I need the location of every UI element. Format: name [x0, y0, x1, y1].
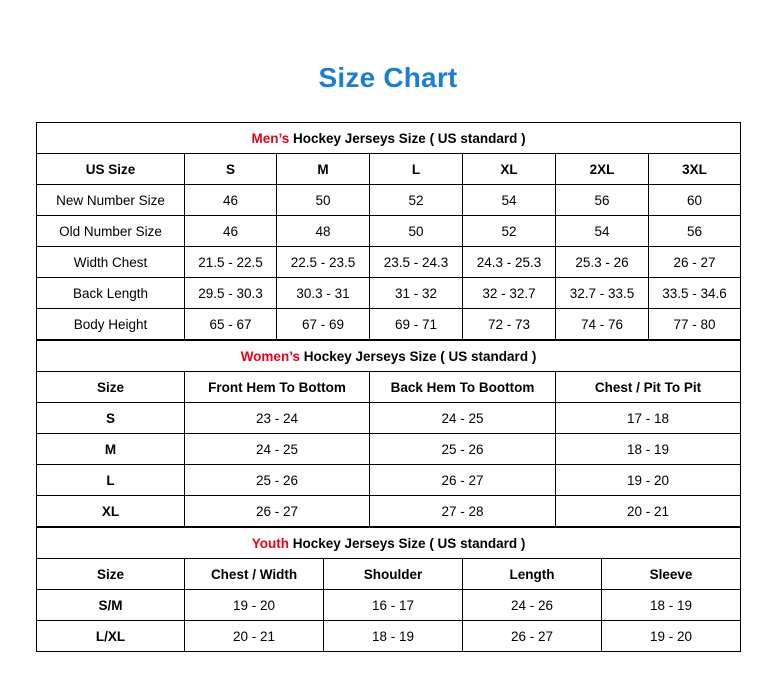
womens-col-0: Size: [37, 372, 185, 403]
table-row: [37, 185, 741, 216]
womens-size-table: [36, 340, 741, 527]
mens-col-2: M: [277, 154, 370, 185]
womens-row-0-val-1: 24 - 25: [370, 403, 556, 434]
mens-col-5: 2XL: [556, 154, 649, 185]
mens-row-2-label: Width Chest: [37, 247, 185, 278]
table-row: [37, 309, 741, 340]
youth-row-1-val-3: 19 - 20: [602, 621, 741, 652]
womens-row-3-val-1: 27 - 28: [370, 496, 556, 527]
womens-row-0-label: S: [37, 403, 185, 434]
womens-row-2-val-2: 19 - 20: [556, 465, 741, 496]
womens-row-0-val-2: 17 - 18: [556, 403, 741, 434]
mens-row-0-val-4: 56: [556, 185, 649, 216]
table-row: [37, 216, 741, 247]
table-row: [37, 403, 741, 434]
mens-row-0-val-1: 50: [277, 185, 370, 216]
table-row: [37, 590, 741, 621]
mens-col-6: 3XL: [649, 154, 741, 185]
mens-row-1-val-5: 56: [649, 216, 741, 247]
womens-col-2: Back Hem To Boottom: [370, 372, 556, 403]
womens-section-heading-rest: Hockey Jerseys Size ( US standard ): [299, 348, 537, 364]
mens-row-2-val-5: 26 - 27: [649, 247, 741, 278]
table-row: [37, 496, 741, 527]
mens-row-2-val-0: 21.5 - 22.5: [185, 247, 277, 278]
mens-row-3-val-2: 31 - 32: [370, 278, 463, 309]
mens-row-3-val-1: 30.3 - 31: [277, 278, 370, 309]
mens-row-4-label: Body Height: [37, 309, 185, 340]
womens-row-2-val-1: 26 - 27: [370, 465, 556, 496]
youth-section-heading-rest: Hockey Jerseys Size ( US standard ): [288, 535, 526, 551]
table-row: [37, 434, 741, 465]
womens-section-heading: [37, 341, 741, 372]
mens-row-2-val-2: 23.5 - 24.3: [370, 247, 463, 278]
table-header-row: [37, 559, 741, 590]
youth-row-1-val-1: 18 - 19: [324, 621, 463, 652]
table-header-row: [37, 372, 741, 403]
mens-row-0-val-3: 54: [463, 185, 556, 216]
womens-col-1: Front Hem To Bottom: [185, 372, 370, 403]
youth-row-0-val-2: 24 - 26: [463, 590, 602, 621]
mens-col-1: S: [185, 154, 277, 185]
mens-row-4-val-3: 72 - 73: [463, 309, 556, 340]
table-row: [37, 621, 741, 652]
mens-row-1-val-2: 50: [370, 216, 463, 247]
youth-row-0-val-1: 16 - 17: [324, 590, 463, 621]
mens-row-2-val-1: 22.5 - 23.5: [277, 247, 370, 278]
mens-row-2-val-3: 24.3 - 25.3: [463, 247, 556, 278]
mens-size-table: [36, 122, 741, 340]
size-chart-tables: [36, 122, 740, 652]
mens-row-0-label: New Number Size: [37, 185, 185, 216]
womens-row-1-val-2: 18 - 19: [556, 434, 741, 465]
mens-row-4-val-4: 74 - 76: [556, 309, 649, 340]
womens-row-3-label: XL: [37, 496, 185, 527]
mens-row-1-val-3: 52: [463, 216, 556, 247]
womens-row-1-val-1: 25 - 26: [370, 434, 556, 465]
youth-col-0: Size: [37, 559, 185, 590]
youth-col-2: Shoulder: [324, 559, 463, 590]
youth-row-1-label: L/XL: [37, 621, 185, 652]
mens-col-0: US Size: [37, 154, 185, 185]
womens-row-0-val-0: 23 - 24: [185, 403, 370, 434]
mens-section-heading-accent: Men’s: [251, 130, 290, 146]
womens-row-2-label: L: [37, 465, 185, 496]
youth-col-4: Sleeve: [602, 559, 741, 590]
mens-row-1-val-4: 54: [556, 216, 649, 247]
womens-row-3-val-0: 26 - 27: [185, 496, 370, 527]
mens-row-4-val-0: 65 - 67: [185, 309, 277, 340]
mens-col-4: XL: [463, 154, 556, 185]
mens-row-3-val-4: 32.7 - 33.5: [556, 278, 649, 309]
table-row: [37, 247, 741, 278]
mens-row-1-label: Old Number Size: [37, 216, 185, 247]
table-section-header-row: [37, 528, 741, 559]
mens-row-0-val-0: 46: [185, 185, 277, 216]
mens-row-1-val-0: 46: [185, 216, 277, 247]
womens-section-heading-accent: Women’s: [240, 348, 300, 364]
mens-row-0-val-5: 60: [649, 185, 741, 216]
youth-section-heading-accent: Youth: [251, 535, 289, 551]
page-title: Size Chart: [318, 62, 458, 93]
table-section-header-row: [37, 123, 741, 154]
youth-row-0-label: S/M: [37, 590, 185, 621]
mens-row-4-val-2: 69 - 71: [370, 309, 463, 340]
womens-row-1-label: M: [37, 434, 185, 465]
mens-section-heading-rest: Hockey Jerseys Size ( US standard ): [289, 130, 526, 146]
mens-row-4-val-1: 67 - 69: [277, 309, 370, 340]
mens-row-3-val-3: 32 - 32.7: [463, 278, 556, 309]
mens-row-3-label: Back Length: [37, 278, 185, 309]
mens-section-heading: [37, 123, 741, 154]
mens-row-0-val-2: 52: [370, 185, 463, 216]
womens-row-3-val-2: 20 - 21: [556, 496, 741, 527]
youth-row-1-val-0: 20 - 21: [185, 621, 324, 652]
mens-row-2-val-4: 25.3 - 26: [556, 247, 649, 278]
youth-col-1: Chest / Width: [185, 559, 324, 590]
womens-row-2-val-0: 25 - 26: [185, 465, 370, 496]
youth-section-heading: [37, 528, 741, 559]
table-row: [37, 278, 741, 309]
youth-size-table: [36, 527, 741, 652]
mens-row-1-val-1: 48: [277, 216, 370, 247]
youth-col-3: Length: [463, 559, 602, 590]
mens-row-4-val-5: 77 - 80: [649, 309, 741, 340]
womens-row-1-val-0: 24 - 25: [185, 434, 370, 465]
youth-row-0-val-0: 19 - 20: [185, 590, 324, 621]
table-header-row: [37, 154, 741, 185]
youth-row-1-val-2: 26 - 27: [463, 621, 602, 652]
mens-row-3-val-0: 29.5 - 30.3: [185, 278, 277, 309]
table-row: [37, 465, 741, 496]
mens-col-3: L: [370, 154, 463, 185]
womens-col-3: Chest / Pit To Pit: [556, 372, 741, 403]
table-section-header-row: [37, 341, 741, 372]
youth-row-0-val-3: 18 - 19: [602, 590, 741, 621]
mens-row-3-val-5: 33.5 - 34.6: [649, 278, 741, 309]
